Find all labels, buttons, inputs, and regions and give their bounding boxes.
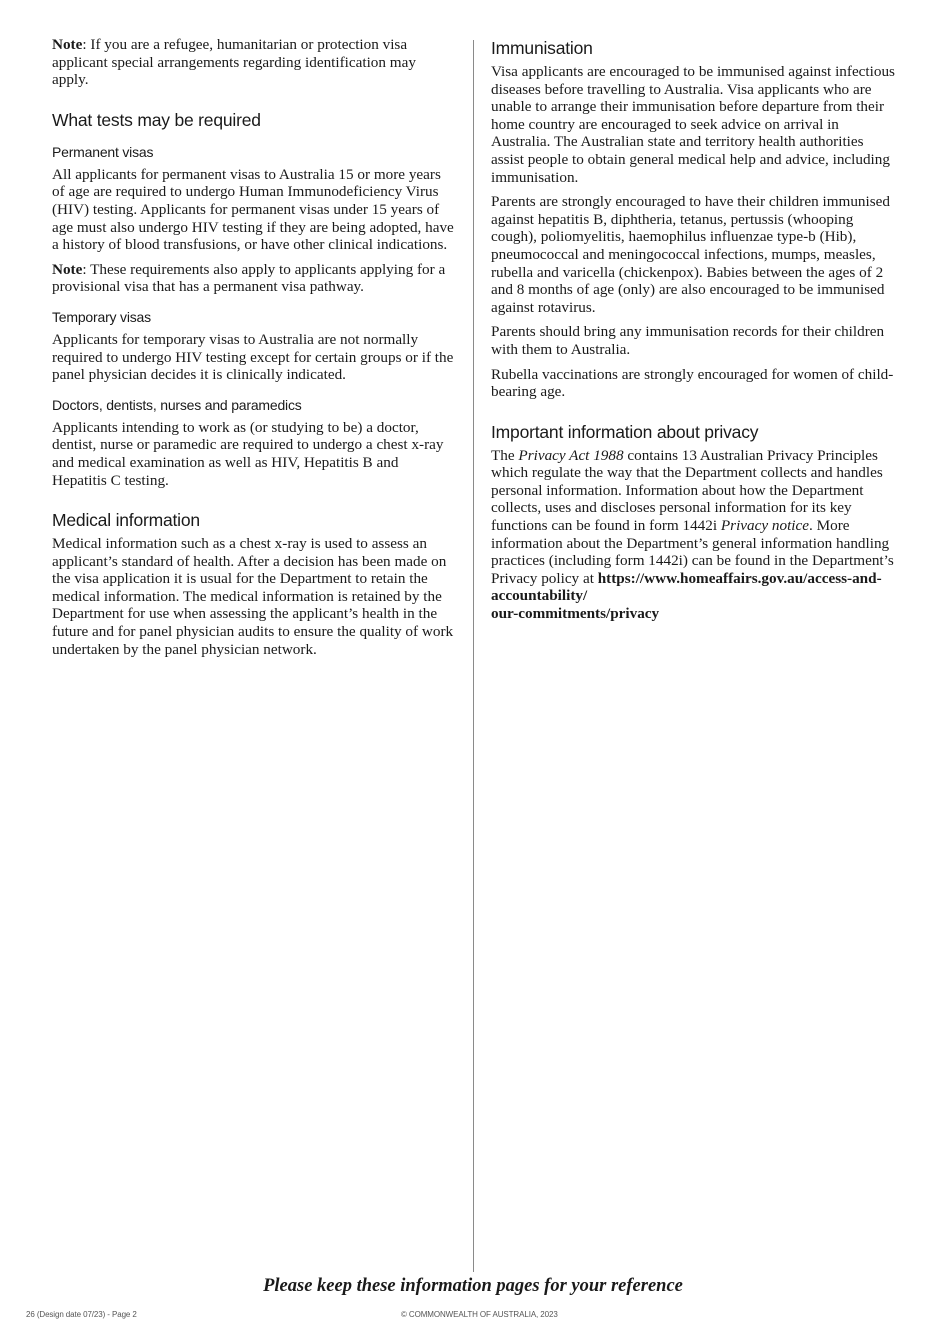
note-text: : These requirements also apply to applicants applying for a provisional visa that has a permanent visa pathway. <box>52 260 446 296</box>
privacy-text-part: . More information about the Department’s general information handling practices (including form 1442i) can be found in the Department’s Privacy policy at <box>491 517 894 587</box>
privacy-text <box>491 447 896 623</box>
tests-heading: What tests may be required <box>52 109 261 130</box>
privacy-act-title: Privacy Act 1988 <box>518 446 624 464</box>
privacy-text-part: The <box>491 446 519 464</box>
health-workers-heading: Doctors, dentists, nurses and paramedics <box>52 396 302 413</box>
left-column <box>52 36 456 665</box>
permanent-visas-heading: Permanent visas <box>52 143 154 160</box>
right-column <box>491 36 896 630</box>
copyright: © COMMONWEALTH OF AUSTRALIA, 2023 <box>401 1310 558 1319</box>
medical-information-heading: Medical information <box>52 510 200 531</box>
temporary-visas-text: Applicants for temporary visas to Australia are not normally required to undergo HIV testing except for certain groups or if the panel physician decides it is clinically indicated. <box>52 330 454 384</box>
immunisation-paragraph: Rubella vaccinations are strongly encouraged for women of child-bearing age. <box>491 365 894 401</box>
medical-information-text: Medical information such as a chest x-ray is used to assess an applicant’s standard of health. After a decision has been made on the visa application it is usual for the Department to retain the medical information. The medical information is retained by the Department for use when assessing the applicant’s health in the future and for panel physician audits to ensure the quality of work undertaken by the panel physician network. <box>52 535 454 658</box>
provisional-note <box>52 261 456 296</box>
note-label: Note <box>52 36 83 53</box>
health-workers-text: Applicants intending to work as (or studying to be) a doctor, dentist, nurse or paramedic are required to undergo a chest x-ray and medical examination as well as HIV, Hepatitis B and Hepatitis C testing. <box>52 418 444 489</box>
immunisation-paragraph: Visa applicants are encouraged to be immunised against infectious diseases before travelling to Australia. Visa applicants who are unable to arrange their immunisation before departure from their home country are encouraged to seek advice on arrival in Australia. The Australian state and territory health authorities assist people to obtain general medical help and advice, including immunisation. <box>491 63 895 186</box>
note-label: Note <box>52 260 83 278</box>
immunisation-paragraph: Parents should bring any immunisation records for their children with them to Australia. <box>491 323 885 358</box>
privacy-text-part: contains 13 Australian Privacy Principles which regulate the way that the Department collects and handles personal information. Information about how the Department collects, uses and discloses personal information for its key functions can be found in form 1442i <box>491 446 883 535</box>
immunisation-heading: Immunisation <box>491 38 593 58</box>
note-text: : If you are a refugee, humanitarian or protection visa applicant special arrangements regarding identification may apply. <box>52 36 416 89</box>
immunisation-paragraph: Parents are strongly encouraged to have their children immunised against hepatitis B, diphtheria, tetanus, pertussis (whooping cough), poliomyelitis, haemophilus influenzae type-b (Hib), pneumococcal and meningococcal infections, mumps, measles, rubella and varicella (chickenpox). Babies between the ages of 2 and 8 months of age (only) are also encouraged to be immunised against rotavirus. <box>491 193 890 316</box>
link-part: https://www.homeaffairs.gov.au/access-and-accountability/ <box>491 569 882 605</box>
temporary-visas-heading: Temporary visas <box>52 308 151 325</box>
permanent-visas-text: All applicants for permanent visas to Australia 15 or more years of age are required to undergo Human Immunodeficiency Virus (HIV) testing. Applicants for permanent visas under 15 years of age must also undergo HIV testing if they are being adopted, have a history of blood transfusions, or have other clinical indications. <box>52 165 454 254</box>
privacy-heading: Important information about privacy <box>491 421 759 442</box>
identification-note <box>52 36 456 89</box>
column-divider <box>473 40 474 1272</box>
form-reference: 26 (Design date 07/23) - Page 2 <box>26 1310 137 1319</box>
reference-note: Please keep these information pages for your reference <box>263 1276 683 1296</box>
privacy-notice-title: Privacy notice <box>720 517 810 535</box>
link-part: our-commitments/privacy <box>491 605 660 623</box>
